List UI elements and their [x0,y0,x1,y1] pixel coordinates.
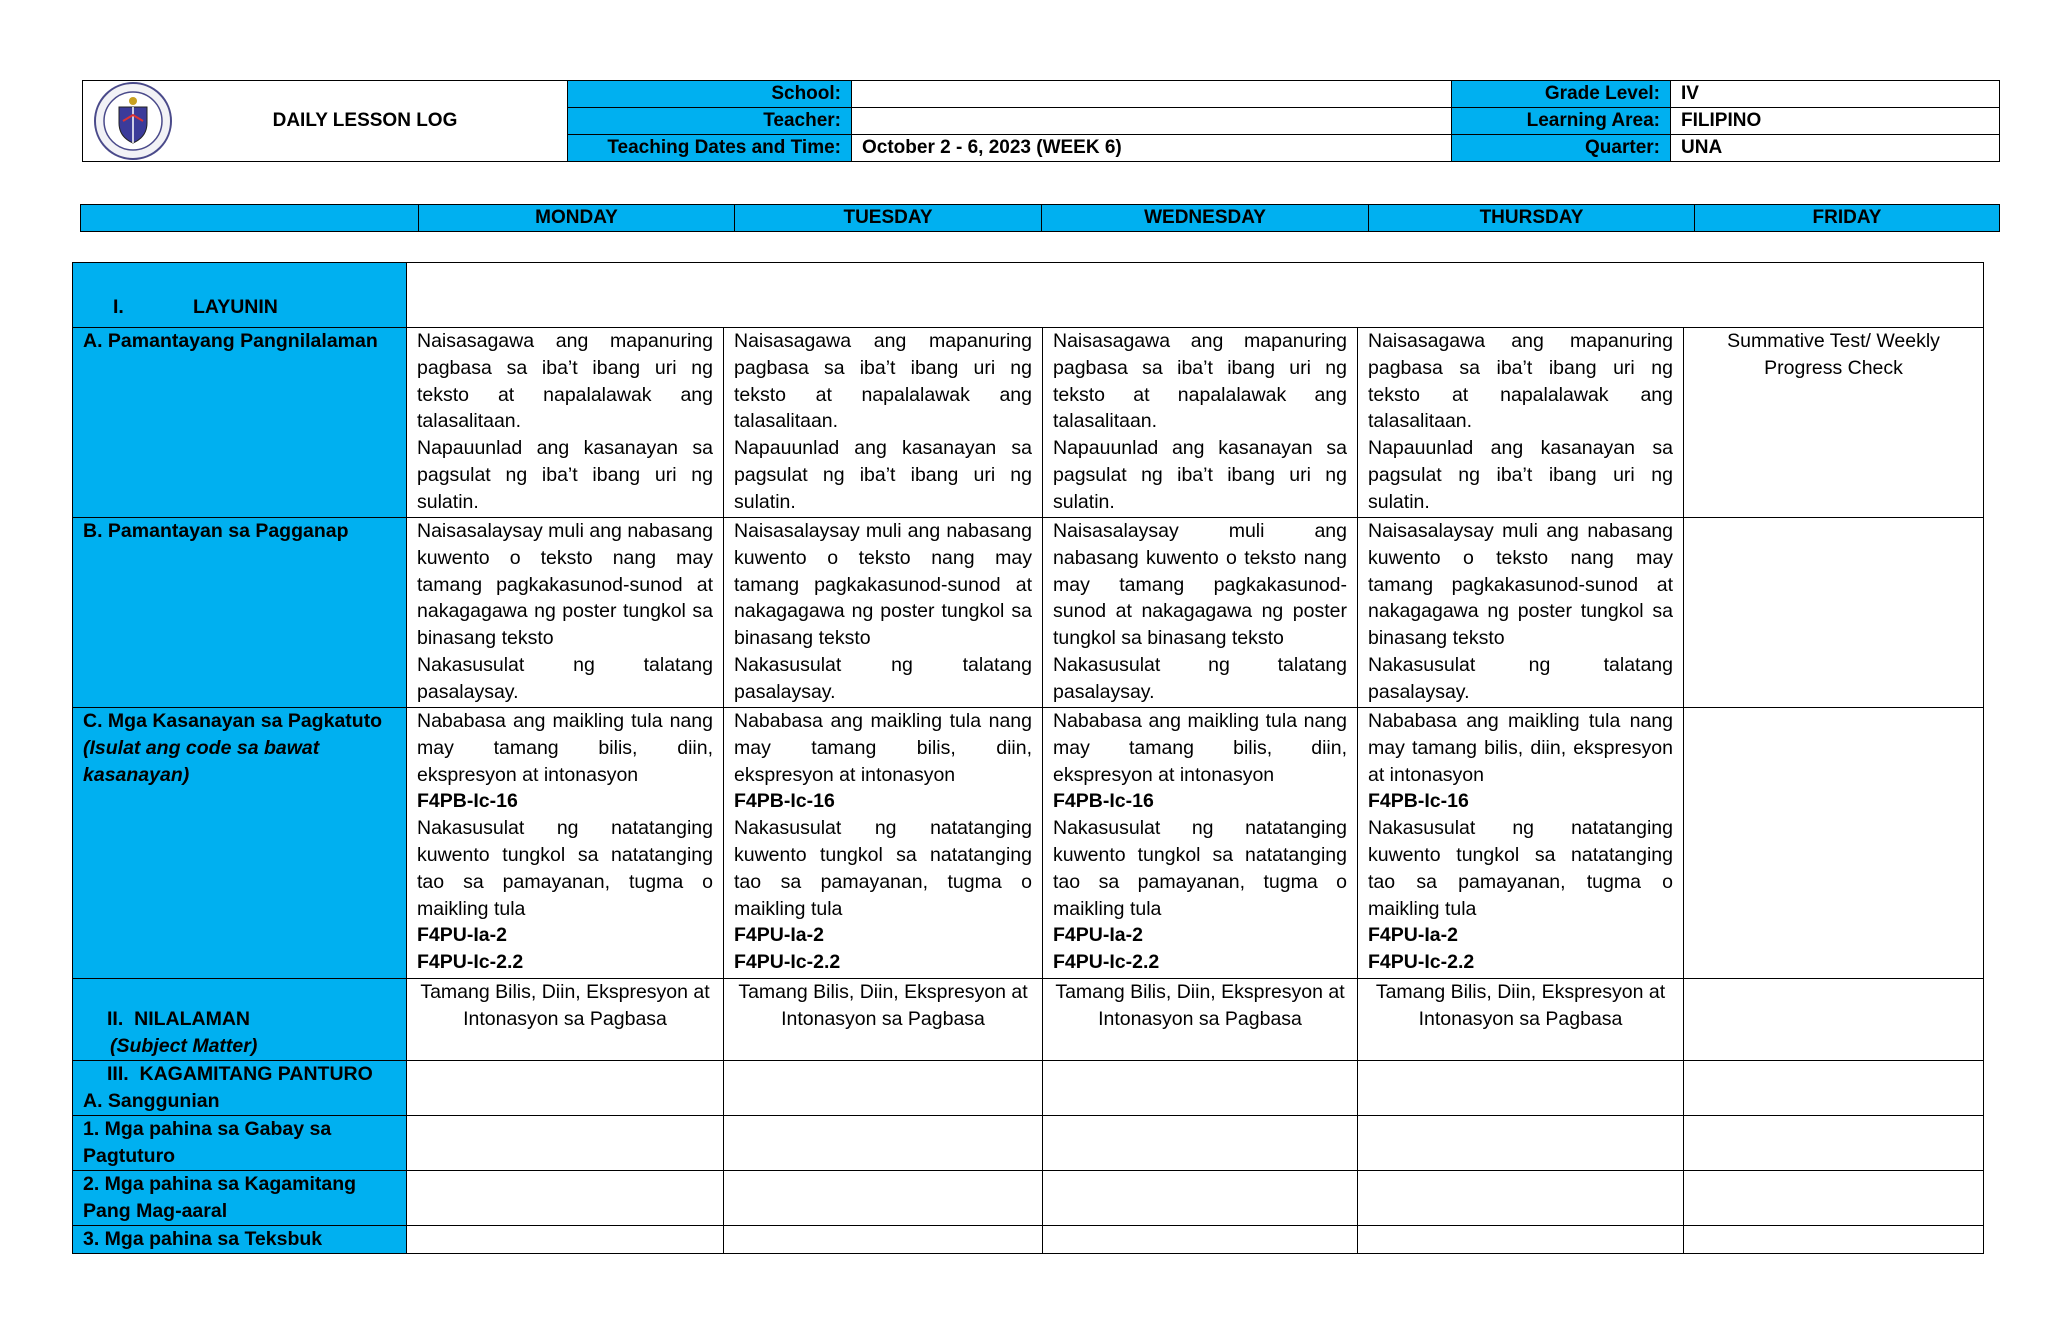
sanggunian-label: A. Sanggunian [83,1089,220,1112]
header-table [82,80,2000,162]
monday-c-cell[interactable] [407,708,724,979]
wednesday-teksbuk-cell[interactable] [1043,1226,1358,1254]
thursday-a-text2: Napauunlad ang kasanayan sa pagsulat ng iba’t ibang uri ng sulatin. [1368,437,1673,513]
thursday-teksbuk-cell[interactable] [1358,1226,1684,1254]
friday-b-cell[interactable] [1684,518,1984,708]
teaching-dates-field[interactable]: October 2 - 6, 2023 (WEEK 6) [852,135,1452,162]
monday-teksbuk-cell[interactable] [407,1226,724,1254]
wednesday-gabay-cell[interactable] [1043,1116,1358,1171]
wednesday-nilalaman-cell[interactable]: Tamang Bilis, Diin, Ekspresyon at Intonasyon sa Pagbasa [1043,979,1358,1061]
monday-sanggunian-cell[interactable] [407,1061,724,1116]
thursday-c-text1: Nababasa ang maikling tula nang may tamang bilis, diin, ekspresyon at intonasyon [1368,710,1673,786]
wednesday-c-text2: Nakasusulat ng natatanging kuwento tungkol sa natatanging tao sa pamayanan, tugma o maikling tula [1053,817,1347,920]
grade-level-label: Grade Level: [1452,81,1671,108]
monday-c-text2: Nakasusulat ng natatanging kuwento tungkol sa natatanging tao sa pamayanan, tugma o maikling tula [417,817,713,920]
wednesday-c-text1: Nababasa ang maikling tula nang may tamang bilis, diin, ekspresyon at intonasyon [1053,710,1347,786]
layunin-content[interactable] [407,263,1984,328]
kagamitan-number: III. [107,1063,129,1085]
nilalaman-label: NILALAMAN [134,1008,251,1031]
nilalaman-sublabel: (Subject Matter) [110,1035,258,1058]
days-header-table [80,204,2000,232]
monday-a-cell[interactable] [407,328,724,518]
thursday-a-cell[interactable] [1358,328,1684,518]
kagamitang-magaaral-label: 2. Mga pahina sa Kagamitang Pang Mag-aaral [73,1171,407,1226]
grade-level-field[interactable]: IV [1671,81,2000,108]
thursday-gabay-cell[interactable] [1358,1116,1684,1171]
tuesday-magaaral-cell[interactable] [724,1171,1043,1226]
quarter-field[interactable]: UNA [1671,135,2000,162]
tuesday-c-code2: F4PU-Ia-2 [734,924,824,947]
wednesday-a-text2: Napauunlad ang kasanayan sa pagsulat ng iba’t ibang uri ng sulatin. [1053,437,1347,513]
gabay-label: 1. Mga pahina sa Gabay sa Pagtuturo [73,1116,407,1171]
thursday-nilalaman-cell[interactable]: Tamang Bilis, Diin, Ekspresyon at Intonasyon sa Pagbasa [1358,979,1684,1061]
layunin-label-cell [73,263,407,328]
thursday-b-cell[interactable] [1358,518,1684,708]
thursday-sanggunian-cell[interactable] [1358,1061,1684,1116]
wednesday-b-cell[interactable] [1043,518,1358,708]
nilalaman-label-cell [73,979,407,1061]
learning-area-label: Learning Area: [1452,108,1671,135]
deped-seal-icon [93,81,173,161]
tuesday-teksbuk-cell[interactable] [724,1226,1043,1254]
monday-b-text1: Naisasalaysay muli ang nabasang kuwento o teksto nang may tamang pagkakasunod-sunod at nakagagawa ng poster tungkol sa binasang teksto [417,520,713,650]
header-logo-cell [83,81,568,162]
monday-c-text1: Nababasa ang maikling tula nang may tamang bilis, diin, ekspresyon at intonasyon [417,710,713,786]
wednesday-a-text1: Naisasagawa ang mapanuring pagbasa sa iba’t ibang uri ng teksto at napalalawak ang talasalitaan. [1053,330,1347,433]
wednesday-b-text1: Naisasalaysay muli ang nabasang kuwento o teksto nang may tamang pagkakasunod-sunod at nakagagawa ng poster tungkol sa binasang teksto [1053,520,1347,650]
thursday-c-code1: F4PB-Ic-16 [1368,790,1469,813]
page-title: DAILY LESSON LOG [272,110,458,131]
friday-magaaral-cell[interactable] [1684,1171,1984,1226]
tuesday-c-code3: F4PU-Ic-2.2 [734,951,841,974]
friday-teksbuk-cell[interactable] [1684,1226,1984,1254]
thursday-magaaral-cell[interactable] [1358,1171,1684,1226]
wednesday-b-text2: Nakasusulat ng talatang pasalaysay. [1053,653,1347,703]
row-c-label-cell [73,708,407,979]
row-c-label: C. Mga Kasanayan sa Pagkatuto [83,710,383,732]
teksbuk-label: 3. Mga pahina sa Teksbuk [73,1226,407,1254]
kagamitan-label: KAGAMITANG PANTURO [139,1063,373,1085]
tuesday-a-text1: Naisasagawa ang mapanuring pagbasa sa iba’t ibang uri ng teksto at napalalawak ang talasalitaan. [734,330,1032,433]
friday-c-cell[interactable] [1684,708,1984,979]
monday-c-code3: F4PU-Ic-2.2 [417,951,524,974]
teacher-field[interactable] [852,108,1452,135]
thursday-a-text1: Naisasagawa ang mapanuring pagbasa sa iba’t ibang uri ng teksto at napalalawak ang talasalitaan. [1368,330,1673,433]
row-c-sublabel: (Isulat ang code sa bawat kasanayan) [83,736,320,786]
teacher-label: Teacher: [568,108,852,135]
monday-c-code2: F4PU-Ia-2 [417,924,507,947]
tuesday-c-cell[interactable] [724,708,1043,979]
wednesday-a-cell[interactable] [1043,328,1358,518]
monday-c-code1: F4PB-Ic-16 [417,790,518,813]
school-label: School: [568,81,852,108]
monday-a-text1: Naisasagawa ang mapanuring pagbasa sa iba’t ibang uri ng teksto at napalalawak ang talasalitaan. [417,330,713,433]
learning-area-field[interactable]: FILIPINO [1671,108,2000,135]
teaching-dates-label: Teaching Dates and Time: [568,135,852,162]
wednesday-c-cell[interactable] [1043,708,1358,979]
monday-gabay-cell[interactable] [407,1116,724,1171]
tuesday-gabay-cell[interactable] [724,1116,1043,1171]
day-friday: FRIDAY [1695,205,2000,232]
school-field[interactable] [852,81,1452,108]
monday-a-text2: Napauunlad ang kasanayan sa pagsulat ng iba’t ibang uri ng sulatin. [417,437,713,513]
friday-a-cell[interactable] [1684,328,1984,518]
day-thursday: THURSDAY [1369,205,1695,232]
layunin-label: LAYUNIN [193,296,278,319]
days-header-empty [81,205,419,232]
wednesday-c-code3: F4PU-Ic-2.2 [1053,951,1160,974]
row-a-label: A. Pamantayang Pangnilalaman [73,328,407,518]
tuesday-a-cell[interactable] [724,328,1043,518]
day-wednesday: WEDNESDAY [1042,205,1369,232]
wednesday-sanggunian-cell[interactable] [1043,1061,1358,1116]
monday-b-text2: Nakasusulat ng talatang pasalaysay. [417,653,713,703]
tuesday-b-cell[interactable] [724,518,1043,708]
friday-nilalaman-cell[interactable] [1684,979,1984,1061]
friday-gabay-cell[interactable] [1684,1116,1984,1171]
tuesday-c-text1: Nababasa ang maikling tula nang may tamang bilis, diin, ekspresyon at intonasyon [734,710,1032,786]
tuesday-c-text2: Nakasusulat ng natatanging kuwento tungkol sa natatanging tao sa pamayanan, tugma o maikling tula [734,817,1032,920]
monday-magaaral-cell[interactable] [407,1171,724,1226]
tuesday-c-code1: F4PB-Ic-16 [734,790,835,813]
thursday-c-text2: Nakasusulat ng natatanging kuwento tungkol sa natatanging tao sa pamayanan, tugma o maikling tula [1368,817,1673,920]
day-tuesday: TUESDAY [735,205,1042,232]
tuesday-b-text2: Nakasusulat ng talatang pasalaysay. [734,653,1032,703]
friday-sanggunian-cell[interactable] [1684,1061,1984,1116]
wednesday-magaaral-cell[interactable] [1043,1171,1358,1226]
layunin-number: I. [113,296,124,319]
thursday-c-cell[interactable] [1358,708,1684,979]
wednesday-c-code1: F4PB-Ic-16 [1053,790,1154,813]
quarter-label: Quarter: [1452,135,1671,162]
row-b-label: B. Pamantayan sa Pagganap [73,518,407,708]
tuesday-nilalaman-cell[interactable]: Tamang Bilis, Diin, Ekspresyon at Intonasyon sa Pagbasa [724,979,1043,1061]
nilalaman-number: II. [107,1008,124,1031]
lesson-log-table [72,262,1984,1254]
thursday-b-text1: Naisasalaysay muli ang nabasang kuwento o teksto nang may tamang pagkakasunod-sunod at nakagagawa ng poster tungkol sa binasang teksto [1368,520,1673,650]
monday-nilalaman-cell[interactable]: Tamang Bilis, Diin, Ekspresyon at Intonasyon sa Pagbasa [407,979,724,1061]
tuesday-sanggunian-cell[interactable] [724,1061,1043,1116]
thursday-c-code2: F4PU-Ia-2 [1368,924,1458,947]
kagamitan-label-cell [73,1061,407,1116]
day-monday: MONDAY [419,205,735,232]
tuesday-b-text1: Naisasalaysay muli ang nabasang kuwento o teksto nang may tamang pagkakasunod-sunod at nakagagawa ng poster tungkol sa binasang teksto [734,520,1032,650]
monday-b-cell[interactable] [407,518,724,708]
tuesday-a-text2: Napauunlad ang kasanayan sa pagsulat ng iba’t ibang uri ng sulatin. [734,437,1032,513]
thursday-b-text2: Nakasusulat ng talatang pasalaysay. [1368,653,1673,703]
wednesday-c-code2: F4PU-Ia-2 [1053,924,1143,947]
friday-a-text: Summative Test/ Weekly Progress Check [1727,330,1940,379]
thursday-c-code3: F4PU-Ic-2.2 [1368,951,1475,974]
